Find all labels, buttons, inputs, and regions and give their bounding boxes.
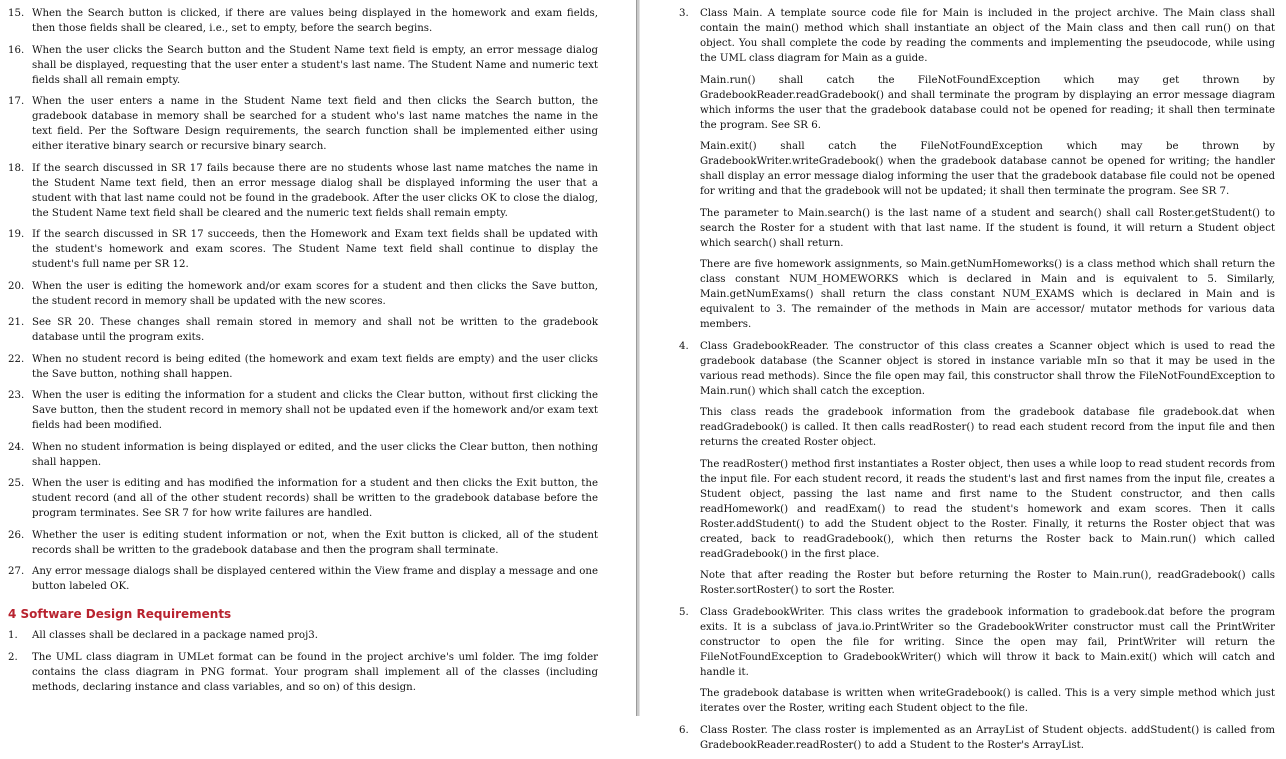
item-number: 15. [8, 8, 25, 19]
requirement-item [8, 227, 598, 272]
left-column [8, 6, 598, 701]
item-text: Class GradebookWriter. This class writes the gradebook information to gradebook.dat before the program exits. It is a subclass of java.io.PrintWriter so the GradebookWriter constructor must call the PrintWriter constructor to open the file for writing. Since the open may fail, PrintWriter will return the FileNotFoundException to GradebookWriter() which will throw it back to Main.exit() which will catch and handle it. [700, 606, 1275, 678]
item-text: Class Main. A template source code file for Main is included in the project archive. The Main class shall contain the main() method which shall instantiate an object of the Main class and then call run() on that object. You shall complete the code by reading the comments and implementing the pseudocode, while using the UML class diagram for Main as a guide. [700, 8, 1275, 64]
item-text: When no student record is being edited (the homework and exam text fields are empty) and the user clicks the Save button, nothing shall happen. [32, 353, 598, 380]
item-text: Class GradebookReader. The constructor of this class creates a Scanner object which is used to read the gradebook database (the Scanner object is stored in instance variable mIn so that it may be used in the various read methods). Since the file open may fail, this constructor shall throw the FileNotFoundException to Main.run() which shall catch the exception. [700, 340, 1275, 397]
requirement-item [8, 161, 598, 221]
item-number: 2. [8, 651, 18, 663]
item-text: When no student information is being displayed or edited, and the user clicks the Clear button, then nothing shall happen. [32, 441, 598, 468]
class-description-item [679, 605, 1275, 680]
item-number: 26. [8, 529, 25, 541]
item-text: When the user enters a name in the Student Name text field and then clicks the Search button, the gradebook database in memory shall be searched for a student who's last name matches the name in the text field. Per the Software Design requirements, the search function shall be implemented either using either iterative binary search or recursive binary search. [32, 96, 598, 152]
item-text: When the user clicks the Search button and the Student Name text field is empty, an error message dialog shall be displayed, requesting that the user enter a student's last name. The Student Name and numeric text fields shall all remain empty. [32, 44, 598, 86]
right-page [640, 0, 1286, 751]
item-paragraph: The gradebook database is written when writeGradebook() is called. This is a very simple method which just iterates over the Roster, writing each Student object to the file. [700, 688, 1275, 714]
item-text: All classes shall be declared in a package named proj3. [32, 630, 318, 641]
left-page [0, 0, 636, 716]
class-descriptions-list [679, 6, 1275, 753]
item-number: 25. [8, 478, 25, 489]
requirement-item [8, 315, 598, 345]
item-number: 5. [679, 606, 689, 618]
item-number: 4. [679, 340, 689, 352]
class-description-item [679, 339, 1275, 399]
requirement-item [8, 388, 598, 433]
item-paragraph: Main.exit() shall catch the FileNotFoundException which may be thrown by GradebookWriter.writeGradebook() when the gradebook database cannot be opened for writing; the handler shall display an error message dialog informing the user that the gradebook database file could not be opened for writing and that the gradebook will not be updated; it shall then terminate the program. See SR 7. [700, 141, 1275, 197]
item-number: 21. [8, 317, 25, 328]
item-text: When the Search button is clicked, if there are values being displayed in the homework and exam fields, then those fields shall be cleared, i.e., set to empty, before the search begins. [32, 8, 598, 34]
item-number: 6. [679, 724, 689, 736]
item-number: 17. [8, 96, 25, 107]
requirement-item [8, 352, 598, 382]
item-text: Whether the user is editing student information or not, when the Exit button is clicked, all of the student records shall be written to the gradebook database and then the program shall terminate. [32, 529, 598, 556]
item-number: 18. [8, 162, 25, 174]
section-heading: 4 Software Design Requirements [8, 607, 232, 621]
requirement-item [8, 6, 598, 36]
item-text: If the search discussed in SR 17 succeeds, then the Homework and Exam text fields shall be updated with the student's homework and exam scores. The Student Name text field shall continue to display the student's full name per SR 12. [32, 229, 598, 270]
item-text: When the user is editing the information for a student and clicks the Clear button, without first clicking the Save button, then the student record in memory shall not be updated even if the homework and/or exam text fields had been modified. [32, 390, 598, 431]
requirement-item [8, 528, 598, 558]
item-number: 3. [679, 8, 689, 19]
item-paragraph: The parameter to Main.search() is the last name of a student and search() shall call Roster.getStudent() to search the Roster for a student with that last name. If the student is found, it will return a Student object which search() shall return. [700, 207, 1275, 249]
requirement-item [8, 279, 598, 309]
item-text: When the user is editing the homework and/or exam scores for a student and then clicks the Save button, the student record in memory shall be updated with the new scores. [32, 280, 598, 307]
requirement-item [8, 476, 598, 521]
item-number: 19. [8, 229, 25, 240]
item-text: The UML class diagram in UMLet format can be found in the project archive's uml folder. The img folder contains the class diagram in PNG format. Your program shall implement all of the classes (including methods, declaring instance and class variables, and so on) of this design. [32, 651, 598, 693]
item-text: Any error message dialogs shall be displayed centered within the View frame and display a message and one button labeled OK. [32, 566, 598, 592]
item-number: 24. [8, 441, 25, 453]
system-requirements-list [8, 6, 598, 594]
item-paragraph: The readRoster() method first instantiates a Roster object, then uses a while loop to read student records from the input file. For each student record, it reads the student's last and first names from the input file, creates a Student object, passing the last name and first name to the Student constructor, and then calls readHomework() and readExam() to read the student's homework and exam scores. Then it calls Roster.addStudent() to add the Student object to the Roster. Finally, it returns the Roster object that was created, back to readGradebook(), which then returns the Roster back to Main.run() which called readGradebook() in the first place. [700, 458, 1275, 560]
class-description-item [679, 723, 1275, 753]
item-number: 23. [8, 390, 25, 401]
item-paragraph: There are five homework assignments, so Main.getNumHomeworks() is a class method which shall return the class constant NUM_HOMEWORKS which is declared in Main and is equivalent to 5. Similarly, Main.getNumExams() shall return the class constant NUM_EXAMS which is declared in Main and is equivalent to 3. The remainder of the methods in Main are accessor/ mutator methods for various data members. [700, 259, 1275, 330]
class-description-item [679, 6, 1275, 66]
design-requirement-item [8, 628, 598, 643]
requirement-item [8, 94, 598, 154]
item-number: 16. [8, 44, 25, 56]
item-text: When the user is editing and has modified the information for a student and then clicks the Exit button, the student record (and all of the other student records) shall be written to the gradebook database before the program terminates. See SR 7 for how write failures are handled. [32, 478, 598, 519]
requirement-item [8, 43, 598, 88]
design-requirement-item [8, 650, 598, 695]
design-requirements-list [8, 628, 598, 695]
item-paragraph: This class reads the gradebook information from the gradebook database file gradebook.dat when readGradebook() is called. It then calls readRoster() to read each student record from the input file and then returns the created Roster object. [700, 407, 1275, 448]
item-paragraph: Note that after reading the Roster but before returning the Roster to Main.run(), readGradebook() calls Roster.sortRoster() to sort the Roster. [700, 570, 1275, 596]
item-text: See SR 20. These changes shall remain stored in memory and shall not be written to the gradebook database until the program exits. [32, 317, 598, 343]
item-number: 1. [8, 630, 18, 641]
item-number: 27. [8, 566, 25, 577]
item-text: If the search discussed in SR 17 fails because there are no students whose last name matches the name in the Student Name text field, then an error message dialog shall be displayed informing the user that a student with that last name could not be found in the gradebook. After the user clicks OK to close the dialog, the Student Name text field shall be cleared and the numeric text fields shall remain empty. [32, 162, 598, 219]
item-text: Class Roster. The class roster is implemented as an ArrayList of Student objects. addStudent() is called from GradebookReader.readRoster() to add a Student to the Roster's ArrayList. [700, 724, 1275, 751]
right-column [679, 6, 1275, 759]
item-number: 22. [8, 353, 25, 365]
item-paragraph: Main.run() shall catch the FileNotFoundException which may get thrown by GradebookReader.readGradebook() and shall terminate the program by displaying an error message diagram which informs the user that the gradebook database could not be opened for reading; it shall then terminate the program. See SR 6. [700, 74, 1275, 131]
requirement-item [8, 440, 598, 470]
requirement-item [8, 564, 598, 594]
item-number: 20. [8, 280, 25, 292]
